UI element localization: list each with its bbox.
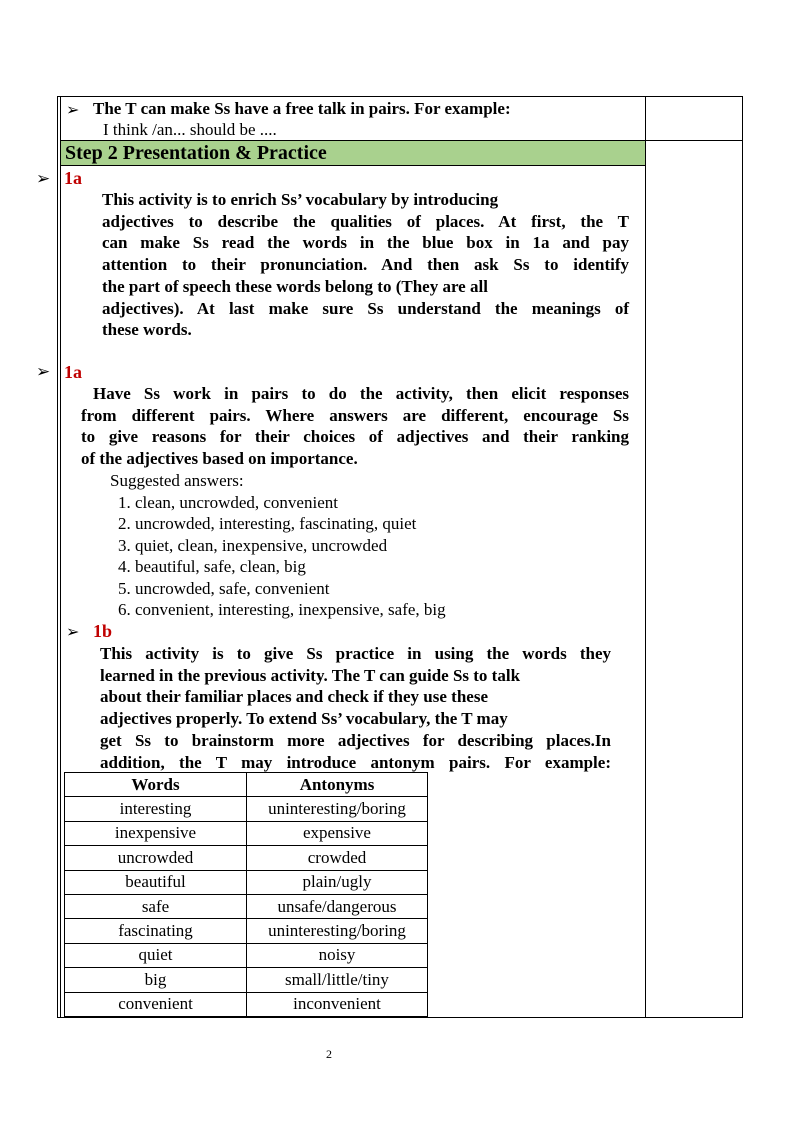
frame-left-outer — [57, 96, 58, 1018]
row1-example: I think /an... should be .... — [103, 120, 277, 139]
header-words: Words — [65, 773, 247, 797]
s1-line: the part of speech these words belong to (They are all — [102, 276, 488, 296]
s1-label: 1a — [64, 168, 82, 188]
word-cell: fascinating — [65, 919, 247, 943]
antonym-cell: crowded — [247, 846, 428, 870]
antonym-cell: uninteresting/boring — [247, 797, 428, 821]
row1-bullet-icon: ➢ — [66, 102, 80, 119]
answer-item: 1. clean, uncrowded, convenient — [118, 493, 338, 512]
s2-line: Have Ss work in pairs to do the activity, then elicit responses — [93, 384, 629, 403]
s1-line: attention to their pronunciation. And then ask Ss to identify — [102, 255, 629, 275]
frame-left-inner — [60, 96, 61, 1018]
s3-paragraph — [100, 643, 611, 773]
answer-item: 6. convenient, interesting, inexpensive, safe, big — [118, 600, 446, 619]
word-cell: safe — [65, 894, 247, 918]
table-row — [65, 943, 428, 967]
antonym-cell: plain/ugly — [247, 870, 428, 894]
frame-right — [742, 96, 743, 1018]
antonyms-table — [64, 772, 428, 1017]
s2-line: of the adjectives based on importance. — [81, 449, 358, 469]
s1-paragraph — [102, 189, 629, 341]
s2-paragraph — [81, 383, 629, 470]
s3-line: addition, the T may introduce antonym pairs. For example: — [100, 752, 611, 772]
word-cell: uncrowded — [65, 846, 247, 870]
antonym-cell: expensive — [247, 821, 428, 845]
row1-text: The T can make Ss have a free talk in pairs. For example: — [93, 99, 511, 118]
header-antonyms: Antonyms — [247, 773, 428, 797]
answer-item: 3. quiet, clean, inexpensive, uncrowded — [118, 536, 388, 555]
step2-title: Step 2 Presentation & Practice — [65, 142, 327, 164]
table-row — [65, 870, 428, 894]
s1-line: these words. — [102, 320, 192, 340]
s3-bullet-icon: ➢ — [66, 624, 80, 641]
s1-bullet-icon: ➢ — [36, 169, 51, 188]
word-cell: interesting — [65, 797, 247, 821]
table-row — [65, 846, 428, 870]
word-cell: inexpensive — [65, 821, 247, 845]
word-cell: convenient — [65, 992, 247, 1016]
s3-line: get Ss to brainstorm more adjectives for describing places.In — [100, 730, 611, 750]
column-divider — [645, 96, 646, 1018]
table-row — [65, 797, 428, 821]
table-row — [65, 992, 428, 1016]
table-header-row — [65, 773, 428, 797]
word-cell: beautiful — [65, 870, 247, 894]
suggested-answers-label: Suggested answers: — [110, 471, 244, 490]
table-row — [65, 968, 428, 992]
s1-line: This activity is to enrich Ss’ vocabulary by introducing — [102, 190, 499, 209]
antonym-cell: small/little/tiny — [247, 968, 428, 992]
word-cell: quiet — [65, 943, 247, 967]
s3-line: This activity is to give Ss practice in using the words they — [100, 644, 611, 663]
antonym-cell: noisy — [247, 943, 428, 967]
answer-item: 4. beautiful, safe, clean, big — [118, 557, 306, 576]
s3-line: adjectives properly. To extend Ss’ vocabulary, the T may — [100, 709, 508, 729]
s3-line: learned in the previous activity. The T can guide Ss to talk — [100, 665, 521, 685]
table-row — [65, 821, 428, 845]
step2-header — [61, 141, 645, 166]
s1-line: adjectives to describe the qualities of places. At first, the T — [102, 211, 629, 231]
antonym-cell: unsafe/dangerous — [247, 894, 428, 918]
s3-line: about their familiar places and check if they use these — [100, 687, 488, 707]
s3-label: 1b — [93, 621, 113, 641]
frame-top — [57, 96, 743, 97]
antonym-cell: uninteresting/boring — [247, 919, 428, 943]
s1-line: can make Ss read the words in the blue box in 1a and pay — [102, 233, 629, 253]
table-row — [65, 919, 428, 943]
word-cell: big — [65, 968, 247, 992]
frame-bottom — [57, 1017, 743, 1018]
table-row — [65, 894, 428, 918]
s2-line: to give reasons for their choices of adjectives and their ranking — [81, 427, 629, 447]
answer-item: 5. uncrowded, safe, convenient — [118, 579, 330, 598]
s2-line: from different pairs. Where answers are different, encourage Ss — [81, 405, 629, 425]
s1-line: adjectives). At last make sure Ss understand the meanings of — [102, 298, 629, 318]
s2-label: 1a — [64, 362, 82, 382]
antonym-cell: inconvenient — [247, 992, 428, 1016]
page-number: 2 — [326, 1047, 332, 1061]
answer-item: 2. uncrowded, interesting, fascinating, quiet — [118, 514, 417, 533]
s2-bullet-icon: ➢ — [36, 362, 51, 381]
